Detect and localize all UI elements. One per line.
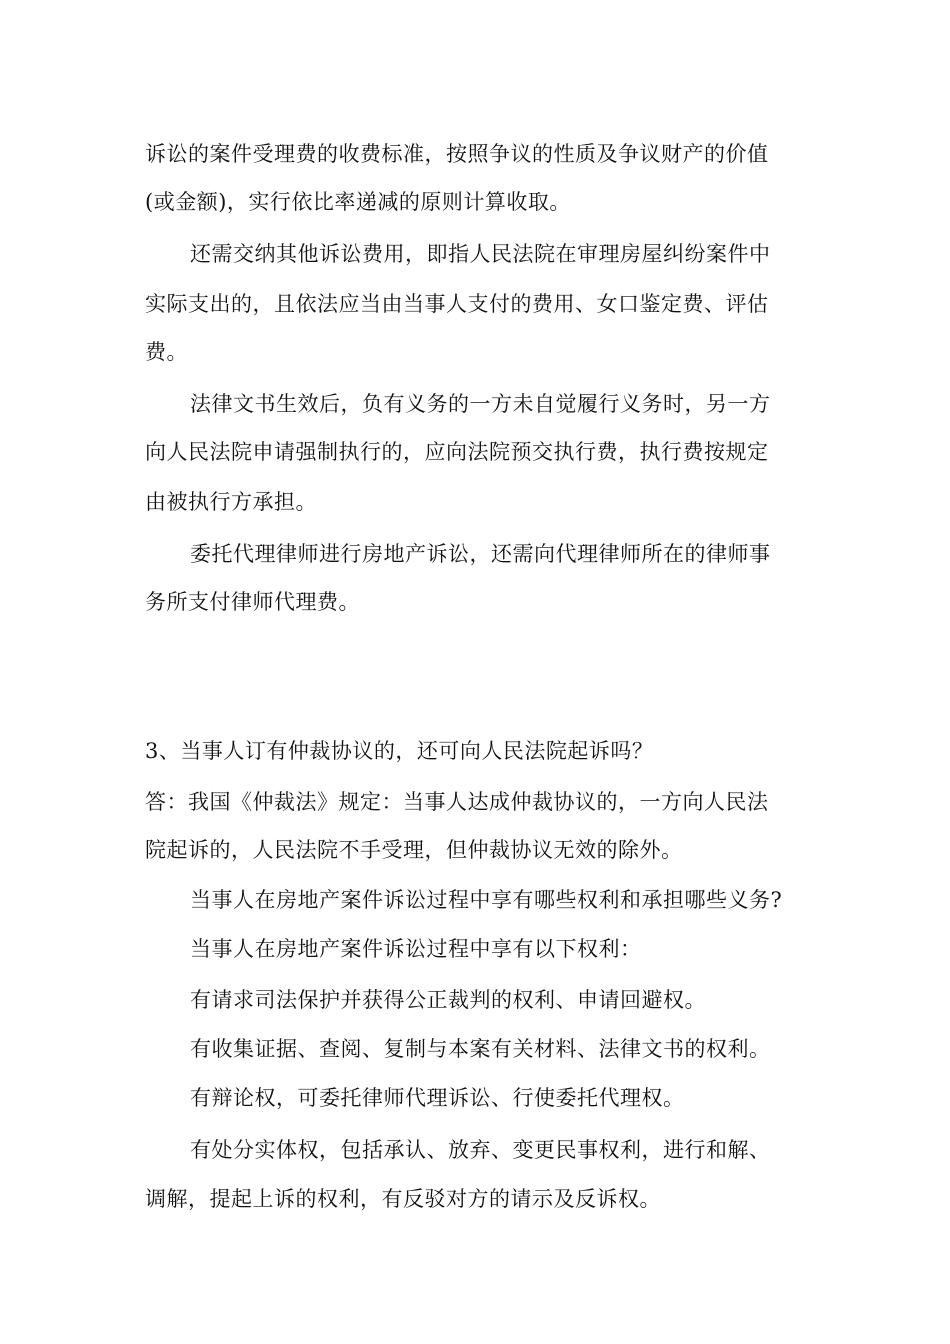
paragraph-line: 当事人在房地产案件诉讼过程中享有哪些权利和承担哪些义务? (190, 888, 783, 912)
paragraph-line: 由被执行方承担。 (145, 490, 317, 514)
rights-item: 有收集证据、查阅、复制与本案有关材料、法律文书的权利。 (190, 1037, 771, 1061)
paragraph-line: 实际支出的，且依法应当由当事人支付的费用、女口鉴定费、评估 (145, 292, 769, 316)
paragraph-line: 调解，提起上诉的权利，有反驳对方的请示及反诉权。 (145, 1187, 661, 1211)
rights-item: 有辩论权，可委托律师代理诉讼、行使委托代理权。 (190, 1086, 685, 1110)
paragraph-line: 当事人在房地产案件诉讼过程中享有以下权利： (190, 937, 642, 961)
paragraph-line: 还需交纳其他诉讼费用，即指人民法院在审理房屋纠纷案件中 (190, 242, 771, 266)
paragraph-line: 务所支付律师代理费。 (145, 590, 360, 614)
answer-line: 院起诉的，人民法院不手受理，但仲裁协议无效的除外。 (145, 838, 683, 862)
paragraph-line: 有处分实体权，包括承认、放弃、变更民事权利，进行和解、 (190, 1138, 771, 1162)
rights-item: 有请求司法保护并获得公正裁判的权利、申请回避权。 (190, 988, 706, 1012)
paragraph-line: 法律文书生效后，负有义务的一方未自觉履行义务时，另一方 (190, 392, 771, 416)
paragraph-line: 费。 (145, 340, 188, 364)
paragraph-line: 向人民法院申请强制执行的，应向法院预交执行费，执行费按规定 (145, 440, 769, 464)
question-heading: 3、当事人订有仲裁协议的，还可向人民法院起诉吗？ (145, 739, 654, 763)
paragraph-line: 诉讼的案件受理费的收费标准，按照争议的性质及争议财产的价值 (145, 142, 769, 166)
paragraph-line: 委托代理律师进行房地产诉讼，还需向代理律师所在的律师事 (190, 542, 771, 566)
paragraph-line: (或金额)，实行依比率递减的原则计算收取。 (145, 190, 571, 214)
answer-line: 答：我国《仲裁法》规定：当事人达成仲裁协议的，一方向人民法 (145, 790, 769, 814)
